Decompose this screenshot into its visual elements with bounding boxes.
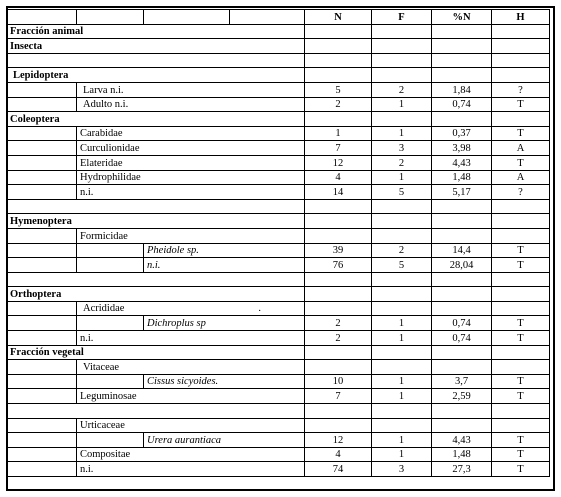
order-row-coleoptera [7, 112, 550, 127]
value-h: T [492, 258, 550, 273]
taxon-name: Curculionidae [77, 141, 305, 156]
spacer-row [7, 404, 550, 419]
value-h: T [492, 433, 550, 448]
taxon-name: Urera aurantiaca [144, 433, 305, 448]
taxon-name: Larva n.i. [77, 82, 305, 97]
value-n: 2 [305, 331, 372, 346]
taxon-name: Leguminosae [77, 389, 305, 404]
value-f: 1 [372, 170, 432, 185]
family-row-acrididae [7, 301, 550, 316]
header-percent-n: %N [432, 10, 492, 25]
value-percent-n: 0,37 [432, 126, 492, 141]
taxon-name: Compositae [77, 447, 305, 462]
taxon-name: n.i. [77, 462, 305, 477]
value-f: 1 [372, 389, 432, 404]
value-n: 74 [305, 462, 372, 477]
table-row [7, 170, 550, 185]
order-label: Orthoptera [7, 287, 305, 302]
taxon-name: Carabidae [77, 126, 305, 141]
taxon-name: n.i. [77, 185, 305, 200]
value-h: T [492, 374, 550, 389]
value-n: 1 [305, 126, 372, 141]
value-n: 2 [305, 97, 372, 112]
order-row-orthoptera [7, 287, 550, 302]
group-row-insecta [7, 39, 550, 54]
section-label: Fracción vegetal [7, 345, 305, 360]
table-row [7, 316, 550, 331]
family-label: Acrididae [83, 303, 125, 315]
value-n: 12 [305, 433, 372, 448]
table-row [7, 141, 550, 156]
value-h: T [492, 155, 550, 170]
value-n: 7 [305, 141, 372, 156]
value-percent-n: 2,59 [432, 389, 492, 404]
table-row [7, 258, 550, 273]
section-row-vegetal [7, 345, 550, 360]
value-percent-n: 27,3 [432, 462, 492, 477]
value-h: T [492, 126, 550, 141]
value-h: A [492, 141, 550, 156]
value-n: 2 [305, 316, 372, 331]
table-row [7, 462, 550, 477]
taxon-name: n.i. [77, 331, 305, 346]
value-percent-n: 4,43 [432, 155, 492, 170]
value-f: 5 [372, 185, 432, 200]
family-row-urticaceae [7, 418, 550, 433]
stray-dot: . [258, 303, 261, 315]
order-label: Hymenoptera [7, 214, 305, 229]
value-f: 1 [372, 126, 432, 141]
family-label: Urticaceae [77, 418, 305, 433]
order-label: Coleoptera [7, 112, 305, 127]
group-label: Insecta [7, 39, 305, 54]
value-h: T [492, 243, 550, 258]
diet-table [6, 9, 550, 477]
taxon-name: Dichroplus sp [144, 316, 305, 331]
value-percent-n: 14,4 [432, 243, 492, 258]
family-row-vitaceae [7, 360, 550, 375]
table-row [7, 433, 550, 448]
table-row [7, 447, 550, 462]
taxon-name: Pheidole sp. [144, 243, 305, 258]
value-percent-n: 0,74 [432, 97, 492, 112]
table-row [7, 185, 550, 200]
table-row [7, 389, 550, 404]
table-row [7, 374, 550, 389]
header-n: N [305, 10, 372, 25]
value-f: 3 [372, 141, 432, 156]
value-h: T [492, 97, 550, 112]
value-f: 3 [372, 462, 432, 477]
table-row [7, 126, 550, 141]
table-row [7, 82, 550, 97]
section-label: Fracción animal [7, 24, 305, 39]
section-row-animal [7, 24, 550, 39]
value-f: 1 [372, 433, 432, 448]
taxon-name: Elateridae [77, 155, 305, 170]
value-percent-n: 0,74 [432, 316, 492, 331]
value-n: 39 [305, 243, 372, 258]
header-f: F [372, 10, 432, 25]
order-label: Lepidoptera [7, 68, 305, 83]
value-f: 1 [372, 97, 432, 112]
value-n: 4 [305, 170, 372, 185]
value-percent-n: 1,84 [432, 82, 492, 97]
value-f: 2 [372, 155, 432, 170]
header-h: H [492, 10, 550, 25]
value-h: ? [492, 185, 550, 200]
value-percent-n: 3,7 [432, 374, 492, 389]
value-n: 10 [305, 374, 372, 389]
table-row [7, 155, 550, 170]
value-percent-n: 3,98 [432, 141, 492, 156]
value-f: 1 [372, 374, 432, 389]
value-h: T [492, 447, 550, 462]
taxon-name: Hydrophilidae [77, 170, 305, 185]
taxon-name: n.i. [144, 258, 305, 273]
family-label: Vitaceae [77, 360, 305, 375]
value-h: T [492, 462, 550, 477]
family-row-formicidae [7, 228, 550, 243]
value-f: 1 [372, 316, 432, 331]
value-h: ? [492, 82, 550, 97]
taxon-name: Adulto n.i. [77, 97, 305, 112]
value-f: 2 [372, 243, 432, 258]
value-h: T [492, 331, 550, 346]
spacer-row [7, 199, 550, 214]
value-f: 2 [372, 82, 432, 97]
value-n: 7 [305, 389, 372, 404]
value-n: 5 [305, 82, 372, 97]
table-row [7, 97, 550, 112]
spacer-row [7, 53, 550, 68]
value-percent-n: 1,48 [432, 447, 492, 462]
value-n: 76 [305, 258, 372, 273]
value-f: 5 [372, 258, 432, 273]
table-row [7, 331, 550, 346]
order-row-lepidoptera [7, 68, 550, 83]
value-percent-n: 0,74 [432, 331, 492, 346]
value-percent-n: 4,43 [432, 433, 492, 448]
value-percent-n: 28,04 [432, 258, 492, 273]
value-f: 1 [372, 331, 432, 346]
value-n: 14 [305, 185, 372, 200]
spacer-row [7, 272, 550, 287]
header-row [7, 10, 550, 25]
value-h: A [492, 170, 550, 185]
order-row-hymenoptera [7, 214, 550, 229]
value-h: T [492, 389, 550, 404]
value-n: 12 [305, 155, 372, 170]
family-label: Formicidae [77, 228, 305, 243]
value-n: 4 [305, 447, 372, 462]
table-row [7, 243, 550, 258]
value-percent-n: 5,17 [432, 185, 492, 200]
value-h: T [492, 316, 550, 331]
value-percent-n: 1,48 [432, 170, 492, 185]
value-f: 1 [372, 447, 432, 462]
taxon-name: Cissus sicyoides. [144, 374, 305, 389]
